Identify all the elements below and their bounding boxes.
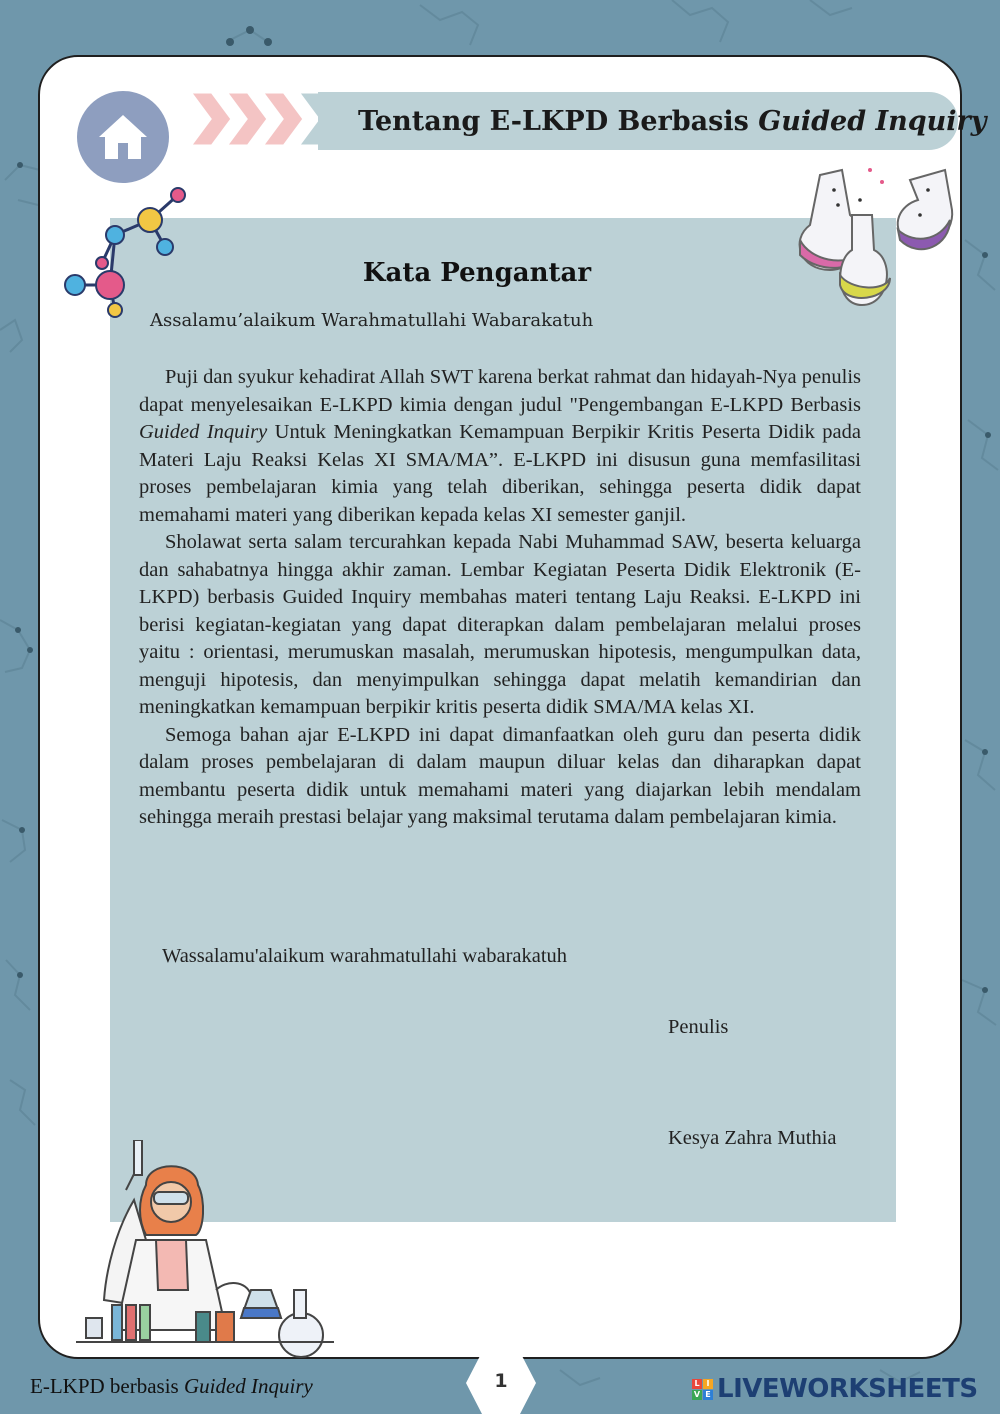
- greeting-text: Assalamu’alaikum Warahmatullahi Wabarakatuh: [150, 310, 594, 331]
- paragraph: Puji dan syukur kehadirat Allah SWT karena berkat rahmat dan hidayah-Nya penulis dapat menyelesaikan E-LKPD kimia dengan judul "Pengembangan E-LKPD Berbasis Guided Inquiry Untuk Meningkatkan Kemampuan Berpikir Kritis Peserta Didik pada Materi Laju Reaksi Kelas XI SMA/MA”. E-LKPD ini disusun guna memfasilitasi proses pembelajaran kimia yang telah diberikan, sehingga peserta didik dapat memahami materi yang diberikan kepada kelas XI semester ganjil.: [139, 366, 862, 526]
- closing-text: Wassalamu'alaikum warahmatullahi wabarakatuh: [162, 945, 568, 967]
- page-number: 1: [494, 1370, 508, 1392]
- brand-name: LIVEWORKSHEETS: [717, 1374, 978, 1404]
- scientist-illustration-icon: [76, 1140, 336, 1360]
- body-text: [139, 364, 861, 832]
- signature-label: Penulis: [668, 1016, 729, 1038]
- liveworksheets-logo[interactable]: [692, 1372, 978, 1406]
- paragraph: Semoga bahan ajar E-LKPD ini dapat dimanfaatkan oleh guru dan peserta didik dalam proses pembelajaran di dalam maupun diluar kelas dan diharapkan dapat membantu peserta didik untuk memahami materi yang diajarkan lebih mendalam sehingga meraih prestasi belajar yang maksimal terutama dalam pembelajaran kimia.: [139, 723, 861, 828]
- paragraph: Sholawat serta salam tercurahkan kepada Nabi Muhammad SAW, beserta keluarga dan sahabatnya hingga akhir zaman. Lembar Kegiatan Peserta Didik Elektronik (E-LKPD) berbasis Guided Inquiry membahas materi tentang Laju Reaksi. E-LKPD ini berisi kegiatan-kegiatan yang dapat diterapkan dalam pembelajaran melalui proses yaitu : orientasi, merumuskan masalah, merumuskan hipotesis, mengumpulkan data, menguji hipotesis, dan menyimpulkan sehingga dapat melatih kemandirian dan meningkatkan kemampuan berpikir kritis peserta didik SMA/MA kelas XI.: [139, 531, 861, 718]
- section-heading: Kata Pengantar: [362, 258, 592, 288]
- liveworksheets-grid-icon: L I V E: [692, 1379, 713, 1400]
- author-name: Kesya Zahra Muthia: [668, 1127, 837, 1149]
- home-icon: [95, 109, 151, 165]
- footer-title: E-LKPD berbasis Guided Inquiry: [30, 1374, 313, 1398]
- molecule-model-icon: [60, 185, 190, 325]
- page-title: Tentang E-LKPD Berbasis Guided Inquiry: [358, 106, 987, 137]
- home-button[interactable]: [77, 91, 169, 183]
